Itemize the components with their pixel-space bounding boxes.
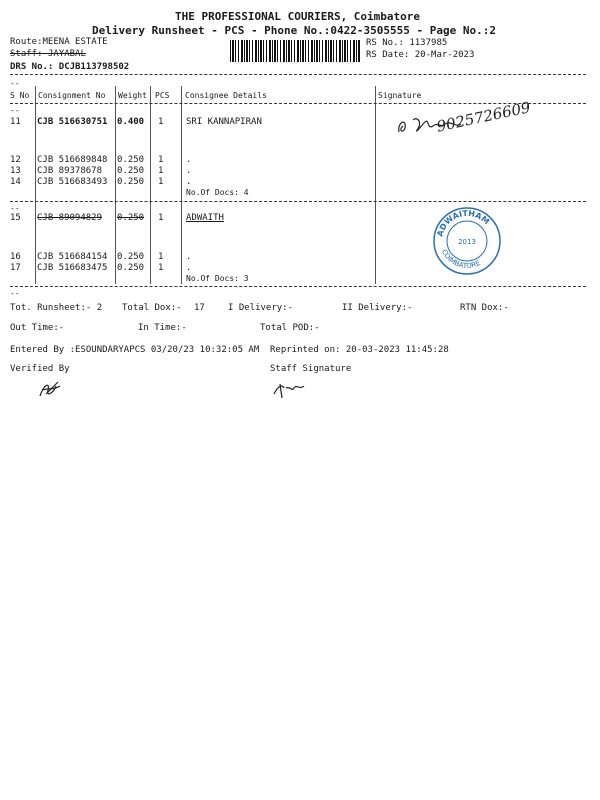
i-delivery: I Delivery:-: [228, 303, 294, 313]
row-consignment: CJB 516630751: [37, 117, 108, 127]
tot-runsheet: Tot. Runsheet:- 2: [10, 303, 103, 313]
col-header-pcs: PCS: [155, 91, 170, 100]
row-weight: 0.250: [117, 252, 145, 262]
row-weight: 0.250: [117, 155, 145, 165]
out-time: Out Time:-: [10, 323, 65, 333]
ii-delivery: II Delivery:-: [342, 303, 413, 313]
row-consignment: CJB 516689848: [37, 155, 108, 165]
row-weight: 0.400: [117, 117, 145, 127]
rs-date: RS Date: 20-Mar-2023: [366, 50, 475, 60]
row-details: .: [186, 177, 192, 187]
row-consignment: CJB 516683493: [37, 177, 108, 187]
row-pcs: 1: [158, 263, 164, 273]
col-divider: [35, 86, 36, 284]
doc-count: No.Of Docs: 4: [186, 188, 249, 197]
row-pcs: 1: [158, 155, 164, 165]
staff-value: JAYABAL: [47, 49, 86, 59]
row-consignment: CJB 516684154: [37, 252, 108, 262]
row-sno: 13: [10, 166, 21, 176]
col-header-details: Consignee Details: [185, 91, 267, 100]
row-weight: 0.250: [117, 213, 145, 223]
route-line: [10, 37, 108, 47]
rs-number: RS No.: 1137985: [366, 38, 448, 48]
row-details: ADWAITH: [186, 213, 224, 223]
rtn-dox: RTN Dox:-: [460, 303, 509, 313]
divider: [10, 201, 586, 202]
handwritten-phone: 9025726609: [435, 98, 533, 136]
row-weight: 0.250: [117, 166, 145, 176]
route-value: MEENA ESTATE: [42, 37, 108, 47]
col-divider: [115, 86, 116, 284]
row-pcs: 1: [158, 252, 164, 262]
total-pod: Total POD:-: [260, 323, 320, 333]
row-pcs: 1: [158, 177, 164, 187]
row-details: .: [186, 252, 192, 262]
row-details: .: [186, 263, 192, 273]
row-pcs: 1: [158, 117, 164, 127]
row-pcs: 1: [158, 213, 164, 223]
row-sno: 12: [10, 155, 21, 165]
stamp-year: 2013: [458, 238, 476, 246]
stamp-bottom-text: COIMBATORE: [439, 248, 482, 271]
col-header-sno: S No: [10, 91, 30, 100]
runsheet-subtitle: Delivery Runsheet - PCS - Phone No.:0422-3505555 - Page No.:2: [92, 24, 496, 37]
row-sno: 14: [10, 177, 21, 187]
sep-mark: --: [10, 106, 20, 115]
row-details: .: [186, 155, 192, 165]
col-header-weight: Weight: [118, 91, 147, 100]
staff-signature-label: Staff Signature: [270, 364, 352, 374]
verified-by: Verified By: [10, 364, 70, 374]
row-pcs: 1: [158, 166, 164, 176]
staff-label: Staff:: [10, 49, 43, 59]
col-header-signature: Signature: [378, 91, 422, 100]
sep-mark: --: [10, 204, 20, 213]
sep-mark: --: [10, 289, 20, 298]
drs-line: [10, 62, 129, 72]
drs-label: DRS No.:: [10, 62, 54, 72]
staff-signature: [272, 378, 312, 402]
total-dox: Total Dox:-: [122, 303, 182, 313]
sep-mark: --: [10, 79, 20, 88]
col-divider: [150, 86, 151, 284]
divider: [10, 74, 586, 75]
verifier-signature: [36, 378, 66, 402]
drs-value: DCJB113798502: [58, 62, 130, 72]
row-consignment: CJB 89378678: [37, 166, 103, 176]
col-divider: [181, 86, 182, 284]
row-details: .: [186, 166, 192, 176]
divider: [10, 286, 586, 287]
row-sno: 11: [10, 117, 21, 127]
row-sno: 15: [10, 213, 21, 223]
svg-text:ADWAITHAM: [435, 209, 491, 238]
col-header-consignment: Consignment No: [38, 91, 106, 100]
staff-line: [10, 49, 86, 59]
entered-by: Entered By :ESOUNDARYAPCS 03/20/23 10:32:05 AM: [10, 345, 260, 355]
row-sno: 17: [10, 263, 21, 273]
company-title: THE PROFESSIONAL COURIERS, Coimbatore: [175, 10, 421, 23]
reprinted-on: Reprinted on: 20-03-2023 11:45:28: [270, 345, 449, 355]
row-sno: 16: [10, 252, 21, 262]
total-dox-value: 17: [194, 303, 205, 313]
row-weight: 0.250: [117, 177, 145, 187]
company-stamp: [432, 206, 502, 276]
in-time: In Time:-: [138, 323, 187, 333]
col-divider: [375, 86, 376, 284]
route-label: Route:: [10, 37, 43, 47]
row-details: SRI KANNAPIRAN: [186, 117, 262, 127]
doc-count: No.Of Docs: 3: [186, 274, 249, 283]
row-consignment: CJB 89094829: [37, 213, 103, 223]
stamp-top-text: ADWAITHAM: [435, 208, 492, 238]
row-weight: 0.250: [117, 263, 145, 273]
row-consignment: CJB 516683475: [37, 263, 108, 273]
